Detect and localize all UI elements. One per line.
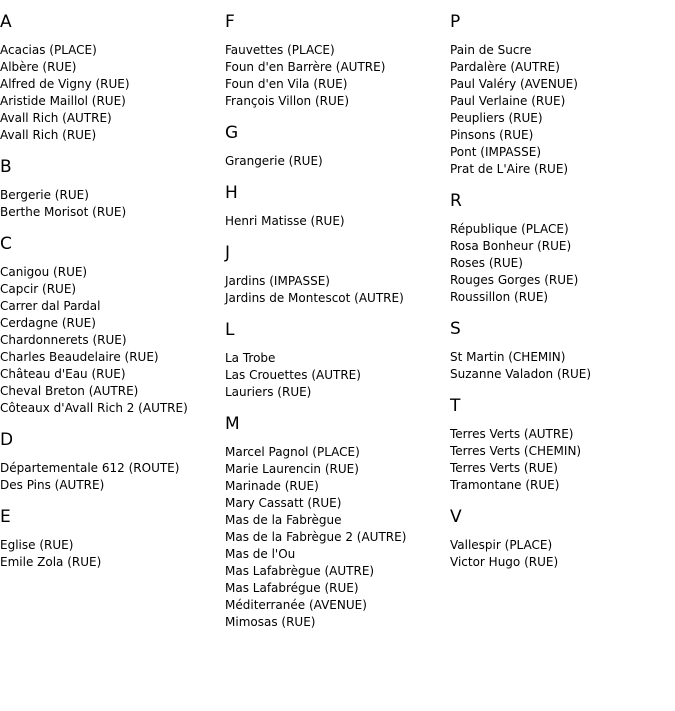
street-list bbox=[0, 42, 225, 144]
street-link[interactable]: Mas Lafabrègue (AUTRE) bbox=[225, 564, 375, 578]
street-link[interactable]: Charles Beaudelaire (RUE) bbox=[0, 350, 159, 364]
street-link[interactable]: Terres Verts (RUE) bbox=[450, 461, 558, 475]
letter-section bbox=[0, 157, 225, 221]
street-link[interactable]: Avall Rich (RUE) bbox=[0, 128, 97, 142]
street-link[interactable]: Avall Rich (AUTRE) bbox=[0, 111, 112, 125]
letter-section bbox=[0, 234, 225, 417]
street-link[interactable]: Pont (IMPASSE) bbox=[450, 145, 542, 159]
letter-section bbox=[225, 183, 450, 230]
street-link[interactable]: Marinade (RUE) bbox=[225, 479, 319, 493]
street-list bbox=[0, 264, 225, 417]
street-link[interactable]: Bergerie (RUE) bbox=[0, 188, 89, 202]
section-letter-heading: F bbox=[225, 12, 235, 32]
street-link[interactable]: Cheval Breton (AUTRE) bbox=[0, 384, 139, 398]
street-link[interactable]: Terres Verts (CHEMIN) bbox=[450, 444, 582, 458]
street-link[interactable]: Mimosas (RUE) bbox=[225, 615, 316, 629]
street-link[interactable]: Roussillon (RUE) bbox=[450, 290, 549, 304]
street-link[interactable]: Chardonnerets (RUE) bbox=[0, 333, 127, 347]
street-list bbox=[225, 273, 450, 307]
index-column bbox=[0, 12, 225, 584]
street-list bbox=[0, 460, 225, 494]
letter-section bbox=[225, 414, 450, 631]
street-link[interactable]: Paul Verlaine (RUE) bbox=[450, 94, 566, 108]
street-link[interactable]: Berthe Morisot (RUE) bbox=[0, 205, 127, 219]
section-letter-heading: P bbox=[450, 12, 461, 32]
street-link[interactable]: Jardins de Montescot (AUTRE) bbox=[225, 291, 404, 305]
street-link[interactable]: Henri Matisse (RUE) bbox=[225, 214, 345, 228]
section-letter-heading: L bbox=[225, 320, 235, 340]
street-link[interactable]: Alfred de Vigny (RUE) bbox=[0, 77, 130, 91]
section-letter-heading: B bbox=[0, 157, 12, 177]
street-link[interactable]: Mas de la Fabrègue 2 (AUTRE) bbox=[225, 530, 407, 544]
street-link[interactable]: Foun d'en Vila (RUE) bbox=[225, 77, 348, 91]
street-link[interactable]: Mas de l'Ou bbox=[225, 547, 296, 561]
section-letter-heading: M bbox=[225, 414, 240, 434]
letter-section bbox=[225, 243, 450, 307]
street-link[interactable]: Mas de la Fabrègue bbox=[225, 513, 342, 527]
street-link[interactable]: Côteaux d'Avall Rich 2 (AUTRE) bbox=[0, 401, 188, 415]
street-link[interactable]: Jardins (IMPASSE) bbox=[225, 274, 330, 288]
street-list bbox=[225, 350, 450, 401]
section-letter-heading: H bbox=[225, 183, 238, 203]
street-link[interactable]: Tramontane (RUE) bbox=[450, 478, 560, 492]
street-link[interactable]: Mas Lafabrégue (RUE) bbox=[225, 581, 359, 595]
street-link[interactable]: Terres Verts (AUTRE) bbox=[450, 427, 574, 441]
street-link[interactable]: Méditerranée (AVENUE) bbox=[225, 598, 367, 612]
section-letter-heading: V bbox=[450, 507, 462, 527]
street-link[interactable]: Grangerie (RUE) bbox=[225, 154, 323, 168]
street-link[interactable]: Prat de L'Aire (RUE) bbox=[450, 162, 569, 176]
street-link[interactable]: Marie Laurencin (RUE) bbox=[225, 462, 359, 476]
street-link[interactable]: Eglise (RUE) bbox=[0, 538, 74, 552]
street-link[interactable]: Las Crouettes (AUTRE) bbox=[225, 368, 361, 382]
section-letter-heading: C bbox=[0, 234, 12, 254]
street-link[interactable]: Emile Zola (RUE) bbox=[0, 555, 102, 569]
street-link[interactable]: Carrer dal Pardal bbox=[0, 299, 101, 313]
letter-section bbox=[450, 396, 675, 494]
street-list bbox=[450, 537, 675, 571]
section-letter-heading: S bbox=[450, 319, 461, 339]
section-letter-heading: A bbox=[0, 12, 12, 32]
letter-section bbox=[225, 123, 450, 170]
letter-section bbox=[0, 12, 225, 144]
letter-section bbox=[450, 319, 675, 383]
street-link[interactable]: Départementale 612 (ROUTE) bbox=[0, 461, 180, 475]
street-link[interactable]: Roses (RUE) bbox=[450, 256, 523, 270]
street-link[interactable]: Aristide Maillol (RUE) bbox=[0, 94, 126, 108]
street-list bbox=[225, 42, 450, 110]
street-list bbox=[450, 42, 675, 178]
index-column bbox=[225, 12, 450, 644]
street-link[interactable]: Foun d'en Barrère (AUTRE) bbox=[225, 60, 386, 74]
street-list bbox=[0, 187, 225, 221]
street-link[interactable]: Fauvettes (PLACE) bbox=[225, 43, 335, 57]
street-list bbox=[225, 213, 450, 230]
street-link[interactable]: Cerdagne (RUE) bbox=[0, 316, 96, 330]
street-link[interactable]: République (PLACE) bbox=[450, 222, 569, 236]
street-link[interactable]: Canigou (RUE) bbox=[0, 265, 88, 279]
street-link[interactable]: Acacias (PLACE) bbox=[0, 43, 97, 57]
letter-section bbox=[225, 12, 450, 110]
section-letter-heading: J bbox=[225, 243, 231, 263]
street-link[interactable]: Albère (RUE) bbox=[0, 60, 77, 74]
street-link[interactable]: Rosa Bonheur (RUE) bbox=[450, 239, 572, 253]
street-list bbox=[450, 221, 675, 306]
street-link[interactable]: La Trobe bbox=[225, 351, 276, 365]
letter-section bbox=[450, 191, 675, 306]
section-letter-heading: G bbox=[225, 123, 239, 143]
street-list bbox=[0, 537, 225, 571]
street-link[interactable]: Rouges Gorges (RUE) bbox=[450, 273, 579, 287]
letter-section bbox=[0, 507, 225, 571]
section-letter-heading: E bbox=[0, 507, 11, 527]
street-link[interactable]: François Villon (RUE) bbox=[225, 94, 350, 108]
street-link[interactable]: Peupliers (RUE) bbox=[450, 111, 543, 125]
letter-section bbox=[450, 507, 675, 571]
street-link[interactable]: Pardalère (AUTRE) bbox=[450, 60, 560, 74]
street-list bbox=[450, 349, 675, 383]
street-link[interactable]: Paul Valéry (AVENUE) bbox=[450, 77, 578, 91]
street-link[interactable]: Château d'Eau (RUE) bbox=[0, 367, 126, 381]
street-link[interactable]: Des Pins (AUTRE) bbox=[0, 478, 105, 492]
street-list bbox=[225, 153, 450, 170]
section-letter-heading: T bbox=[450, 396, 461, 416]
street-link[interactable]: St Martin (CHEMIN) bbox=[450, 350, 566, 364]
street-link[interactable]: Capcir (RUE) bbox=[0, 282, 77, 296]
street-link[interactable]: Lauriers (RUE) bbox=[225, 385, 312, 399]
street-link[interactable]: Victor Hugo (RUE) bbox=[450, 555, 559, 569]
street-link[interactable]: Suzanne Valadon (RUE) bbox=[450, 367, 592, 381]
letter-section bbox=[225, 320, 450, 401]
section-letter-heading: D bbox=[0, 430, 14, 450]
letter-section bbox=[0, 430, 225, 494]
letter-section bbox=[450, 12, 675, 178]
index-column bbox=[450, 12, 675, 584]
section-letter-heading: R bbox=[450, 191, 462, 211]
street-link[interactable]: Vallespir (PLACE) bbox=[450, 538, 553, 552]
street-link[interactable]: Pinsons (RUE) bbox=[450, 128, 534, 142]
street-list bbox=[450, 426, 675, 494]
street-list bbox=[225, 444, 450, 631]
street-link[interactable]: Mary Cassatt (RUE) bbox=[225, 496, 342, 510]
street-link[interactable]: Pain de Sucre bbox=[450, 43, 532, 57]
street-link[interactable]: Marcel Pagnol (PLACE) bbox=[225, 445, 360, 459]
